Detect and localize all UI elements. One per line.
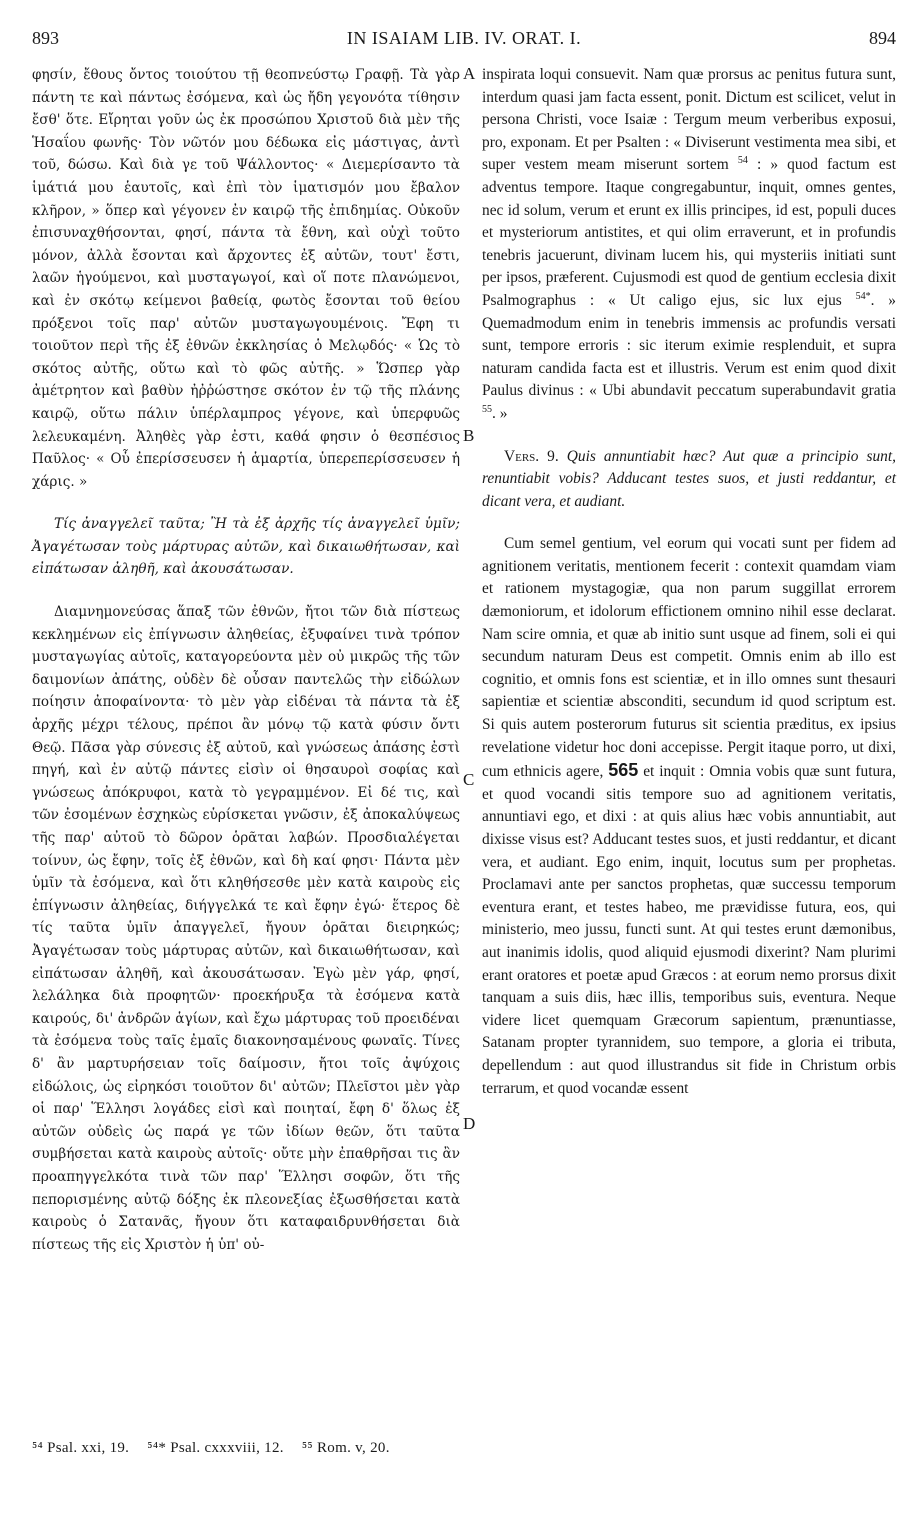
latin-text-2b: et inquit : Omnia vobis quæ sunt futura, et quod vocandi sitis tempore suo ad agnitionem veritatis, annuntiavi ego, et dixi : at quis alius hæc vobis annuntiabit, aut dixisse visus est? Adducant testes suos, et justi reddantur, et dicant vera, et audiant. Ego enim, inquit, locutus sum per prophetas. Proclamavi ante per sanctos prophetas, quæ successu temporum eventura erant, et testes habeo, me prævidisse futura, eos, qui ministerio, meo jussu, functi sunt. At qui testes erunt dæmonibus, aut inanimis idolis, quod aliquid ejusmodi dixerint? Nam plurimi erant oratores et poetæ apud Græcos : at eorum nemo prorsus dixit tanquam a suis diis, hæc illis, temporibus suis, eventura. Neque videre licet quemquam Græcorum sapientum, prænuntiasse, Satanam propter tyrannidem, suo tempore, a gloria ei tributa, depellendum : aut quod illustrandus sit fide in Christum orbis terrarum, et quod vocandæ essent xyxy=(482,763,896,1097)
margin-mark-d: D xyxy=(463,1114,476,1133)
latin-paragraph-1 xyxy=(482,64,896,426)
greek-verse-lemma: Τίς ἀναγγελεῖ ταῦτα; Ἢ τὰ ἐξ ἀρχῆς τίς ἀναγγελεῖ ὑμῖν; Ἀγαγέτωσαν τοὺς μάρτυρας αὐτῶν, καὶ δικαιωθήτωσαν, καὶ εἰπάτωσαν ἀληθῆ, καὶ ἀκουσάτωσαν. xyxy=(32,516,460,578)
page-number-left: 893 xyxy=(32,28,59,48)
latin-text-1a: inspirata loqui consuevit. Nam quæ prorsus ac penitus futura sunt, interdum quasi jam facta essent, ponit. Dictum est scilicet, velut in persona Christi, voce Isaiæ : Tergum meum verberibus exposui, pro, exponam. Et per Psalten : « Diviserunt vestimenta mea sibi, et super vestem meam miserunt sortem xyxy=(482,66,896,174)
latin-text-1d: . » xyxy=(492,404,508,422)
running-title: IN ISAIAM LIB. IV. ORAT. I. xyxy=(346,28,582,48)
latin-verse-lemma xyxy=(482,446,896,514)
greek-paragraph-1: φησίν, ἔθους ὄντος τοιούτου τῇ θεοπνεύστῳ Γραφῇ. Τὰ γὰρ πάντη τε καὶ πάντως ἐσόμενα, καὶ ὡς ἤδη γεγονότα τίθησιν ἔσθ' ὅτε. Εἴρηται γοῦν ὡς ἐκ προσώπου Χριστοῦ διὰ μὲν τῆς Ἡσαΐου φωνῆς· Τὸν νῶτόν μου δέδωκα εἰς μάστιγας, ἀντὶ τοῦ, δώσω. Καὶ διὰ γε τοῦ Ψάλλοντος· « Διεμερίσαντο τὰ ἱμάτιά μου ἑαυτοῖς, καὶ ἐπὶ τὸν ἱματισμόν μου ἔβαλον κλῆρον, » ὅπερ καὶ γέγονεν ἐν καιρῷ τῆς ἐπιδημίας. Οὐκοῦν ἐπισυναχθήσονται, φησί, πάντα τὰ ἔθνη, καὶ οὐχὶ τοῦτο μόνον, ἀλλὰ ἔσονται καὶ ἄρχοντες ἐξ αὐτῶν, τουτ' ἔστι, λαῶν ἡγούμενοι, καὶ μυσταγωγοί, καὶ οἵ ποτε πλανώμενοι, καὶ ἐν σκότῳ κείμενοι βαθείᾳ, φωτὸς ἔσονται τοῦ θείου πρόξενοι τοῖς παρ' αὐτῶν μυσταγωγουμένοις. Ἔφη τι τοιοῦτον περὶ τῆς ἐξ ἐθνῶν ἐκκλησίας ὁ Μελῳδός· « Ὡς τὸ σκότος αὐτῆς, οὕτω καὶ τὸ φῶς αὐτῆς. » Ὥσπερ γὰρ ἀμέτρητον καὶ βαθὺν ἠῤῥώστησε σκότον ἐν τῷ τῆς πλάνης καιρῷ, οὕτω πάλιν ὑπέρλαμπρος γέγονε, καὶ ὑπερφυῶς λελευκαμένη. Ἀληθὲς γὰρ ἐστι, καθά φησιν ὁ θεσπέσιος Παῦλος· « Οὗ ἐπερίσσευσεν ἡ ἁμαρτία, ὑπερεπερίσσευσεν ἡ χάρις. » xyxy=(32,67,460,490)
greek-paragraph-2: Διαμνημονεύσας ἅπαξ τῶν ἐθνῶν, ἤτοι τῶν διὰ πίστεως κεκλημένων εἰς ἐπίγνωσιν ἀληθείας, ἐξυφαίνει τινὰ τρόπον μυσταγωγίας αὐτοῖς, καταγορεύοντα μὲν οὐ μικρῶς τῆς τῶν δαιμονίων ἀπάτης, οὐδὲν δὲ οὖσαν παντελῶς τὴν εἰδώλων ποίησιν ἀποφαίνοντα· τὸ μὲν γὰρ εἰδέναι τὰ πάντα τὰ ἐξ ἀρχῆς μέχρι τέλους, πρέποι ἂν μόνῳ τῷ κατὰ φύσιν ὄντι Θεῷ. Πᾶσα γὰρ σύνεσις ἐξ αὐτοῦ, καὶ γνώσεως ἁπάσης ἐστὶ πηγή, καὶ ἐν αὐτῷ πάντες εἰσὶν οἱ θησαυροὶ σοφίας καὶ γνώσεως ἀπόκρυφοι, κατὰ τὸ γεγραμμένον. Εἰ δέ τις, καὶ τῶν ἐσομένων ἐσχηκὼς εὑρίσκεται γνῶσιν, ἐξ ἀποκαλύψεως τῆς παρ' αὐτοῦ τὸ δῶρον ὁρᾶται λαβών. Προσδιαλέγεται τοίνυν, ὡς ἔφην, τοῖς ἐξ ἐθνῶν, καὶ δὴ καί φησι· Πάντα μὲν ὑμῖν τὰ ἐσόμενα, καὶ ὅτι κληθήσεσθε μὲν κατὰ καιροὺς εἰς ἐπίγνωσιν ἀληθείας, διήγγελκά τε καὶ ἔφην ἐγώ· ἕτερος δὲ τίς ταῦτα ὑμῖν ἀπαγγελεῖ, ἤγουν ὁρᾶται διειρηκώς; Ἀγαγέτωσαν τοὺς μάρτυρας αὐτῶν, καὶ δικαιωθήτωσαν, καὶ εἰπάτωσαν ἀληθῆ, καὶ ἀκουσάτωσαν. Ἐγὼ μὲν γάρ, φησί, λελάληκα διὰ προφητῶν· προεκήρυξα τὰ ἐσόμενα κατὰ καιρούς, δι' ἀνδρῶν ἁγίων, καὶ ἔχω μάρτυρας τοῦ προειδέναι τὰ ἐσόμενα τοὺς ταῖς ἐμαῖς διακονησαμένους φωναῖς. Τίνες δ' ἂν μαρτυρήσειαν τοῖς δαίμοσιν, ἤτοι τοῖς ἀψύχοις εἰδώλοις, ὡς εἰρηκόσι τοιοῦτον δι' αὐτῶν; Πλεῖστοι μὲν γὰρ οἱ παρ' Ἕλλησι λογάδες εἰσὶ καὶ ποιηταί, ἔφη δ' ὅλως ἐξ αὐτῶν οὐδεὶς ὡς παρά γε τῶν ἰδίων θεῶν, ὅτι ταῦτα συμβήσεται κατὰ καιροὺς αὐτοῖς· οὔτε μὴν ἐπαθρῆσαι τις ἂν προαπηγγελκότα τινὰ τῶν παρ' Ἕλλησι σοφῶν, ὅτι τῆς πεπορισμένης αὐτῷ δόξης ἐκ πλεονεξίας ἐξωσθήσεται κατὰ καιροὺς ὁ Σατανᾶς, ἤγουν ὅτι καταφαιδρυνθήσεται διὰ πίστεως τῆς εἰς Χριστὸν ἡ ὑπ' οὐ- xyxy=(32,604,460,1253)
margin-mark-c: C xyxy=(463,770,475,789)
latin-text-1b: : » quod factum est adventus tempore. Itaque congregabuntur, inquit, omnes gentes, nec id solum, verum et erunt ex illis principes, id est, populi duces et mysteriorum antistites, et qui olim erraverunt, et in profundis tenebris jacuerunt, divinam lucem his, qui mysteriis initiati sunt per ipsos, præferent. Cujusmodi est quod de gentium ecclesia dixit Psalmographus : « Ut caligo ejus, sic lux ejus xyxy=(482,156,896,309)
running-header xyxy=(32,28,896,52)
latin-column xyxy=(482,64,896,1100)
margin-mark-b: B xyxy=(463,426,475,445)
footnote-ref-54: 54 xyxy=(737,155,748,167)
latin-verse-text: Quis annuntiabit hæc? Aut quæ a principio sunt, renuntiabit vobis? Adducant testes suos, et justi reddantur, et dicant vera, et audiant. xyxy=(482,447,896,510)
footnote-55: ⁵⁵ Rom. v, 20. xyxy=(301,1440,390,1456)
latin-text-2a: Cum semel gentium, vel eorum qui vocati sunt per fidem ad agnitionem veritatis, mentionem fecerit : contexit quamdam viam et rationem mystagogiæ, qua non parum suggillat errorem dæmoniorum, et idolorum effictionem omnino nihil esse declarat. Nam scire omnia, et quæ ab initio sunt usque ad finem, soli ei qui secundum naturam Deus est competit. Omnis enim ab illo est cognitio, et omnis fons est scientiæ, et in illo omnes sunt thesauri sapientiæ et scientiæ absconditi, secundum id quod scriptum est. Si quis autem posterorum futurus sit scientia præditus, ex ipsius revelatione videtur hoc doni accepisse. Pergit itaque porro, ut dixi, cum ethnicis agere, xyxy=(482,535,896,781)
footnote-54-star: ⁵⁴* Psal. cxxxviii, 12. xyxy=(147,1440,284,1456)
page-number-right: 894 xyxy=(869,28,896,48)
footnote-ref-54-star: 54* xyxy=(855,290,871,302)
footnote-54: ⁵⁴ Psal. xxi, 19. xyxy=(32,1440,130,1456)
latin-paragraph-2 xyxy=(482,533,896,1100)
column-number-565: 565 xyxy=(608,760,639,781)
verse-label: Vers. 9. xyxy=(504,447,559,465)
footnote-ref-55: 55 xyxy=(482,403,492,415)
margin-mark-a: A xyxy=(463,64,476,83)
greek-column xyxy=(32,64,460,1256)
footnotes xyxy=(32,1440,404,1457)
latin-text-1c: . » Quemadmodum enim in tenebris immensis ac profundis versati sunt, tempore erroris : sic iterum eximie resplenduit, et supra naturam candida facta est et illustris. Verum est enim quod dixit Paulus divinus : « Ubi abundavit peccatum superabundavit gratia xyxy=(482,291,896,400)
